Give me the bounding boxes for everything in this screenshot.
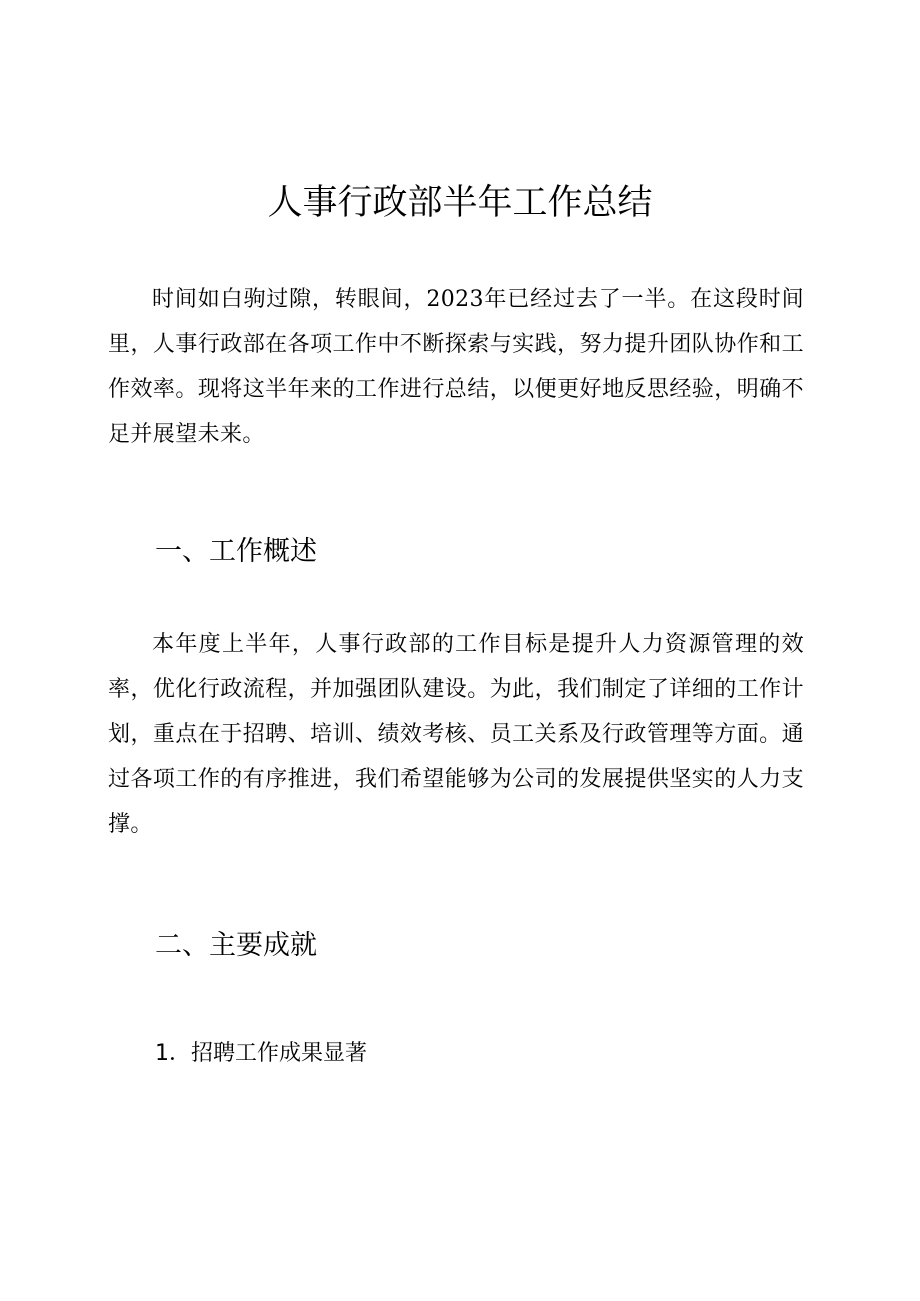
intro-paragraph: 时间如白驹过隙，转眼间，2023年已经过去了一半。在这段时间里，人事行政部在各项工作中不断探索与实践，努力提升团队协作和工作效率。现将这半年来的工作进行总结，以便更好地反思经验，明确不足并展望未来。 [108,287,804,447]
section-heading-overview: 一、工作概述 [155,536,317,567]
subheading-recruitment: 1．招聘工作成果显著 [155,1041,367,1066]
overview-paragraph: 本年度上半年，人事行政部的工作目标是提升人力资源管理的效率，优化行政流程，并加强团队建设。为此，我们制定了详细的工作计划，重点在于招聘、培训、绩效考核、员工关系及行政管理等方面。通过各项工作的有序推进，我们希望能够为公司的发展提供坚实的人力支撑。 [108,632,804,837]
document-title: 人事行政部半年工作总结 [267,183,653,223]
section-heading-achievements: 二、主要成就 [155,930,317,961]
